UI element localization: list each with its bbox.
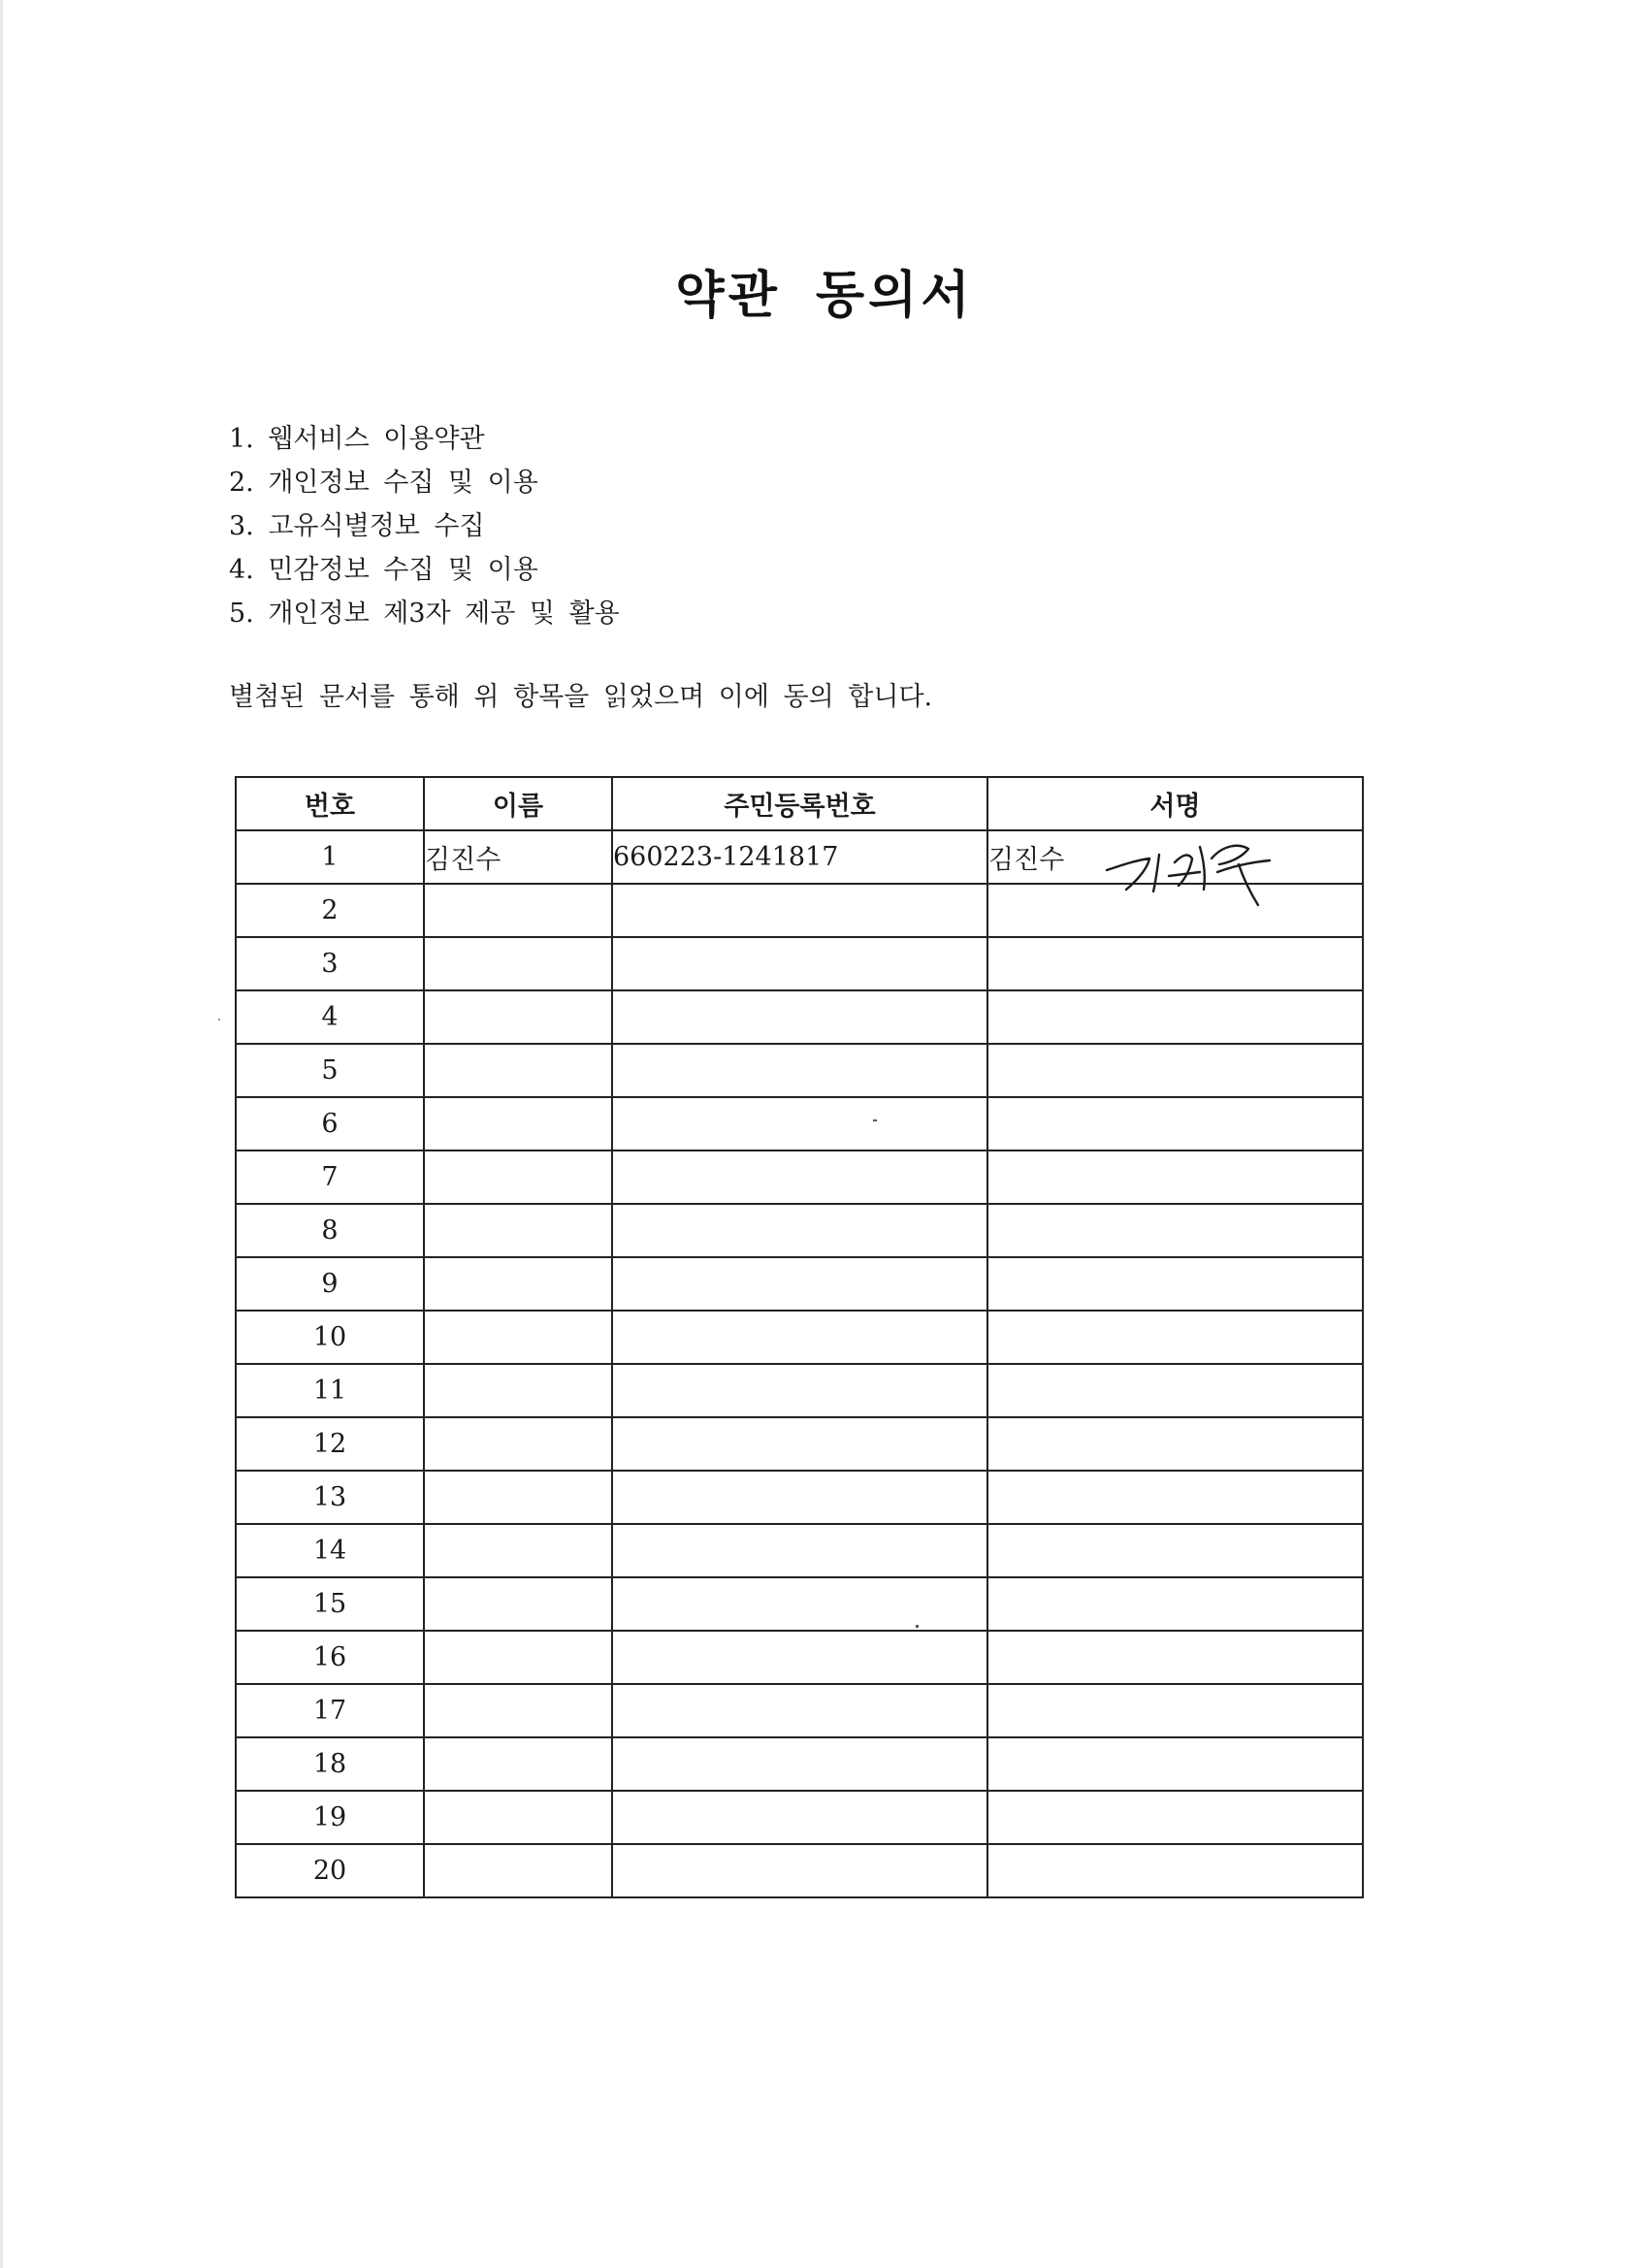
row-resident-id — [612, 1150, 987, 1204]
row-number: 17 — [236, 1684, 424, 1737]
row-resident-id — [612, 884, 987, 937]
consent-statement: 별첨된 문서를 통해 위 항목을 읽었으며 이에 동의 합니다. — [229, 682, 933, 712]
row-signature — [987, 1684, 1363, 1737]
row-number: 2 — [236, 884, 424, 937]
row-resident-id — [612, 1471, 987, 1524]
signers-table — [235, 776, 1364, 1898]
row-resident-id — [612, 1631, 987, 1684]
row-number: 12 — [236, 1417, 424, 1471]
signature-stroke — [1212, 846, 1248, 864]
table-row — [236, 1471, 1363, 1524]
scan-speck — [873, 1119, 877, 1121]
row-number: 20 — [236, 1844, 424, 1897]
row-signature — [987, 1524, 1363, 1577]
table-row — [236, 1204, 1363, 1257]
terms-item: 4. 민감정보 수집 및 이용 — [229, 555, 538, 585]
row-name — [424, 1364, 612, 1417]
row-number: 13 — [236, 1471, 424, 1524]
terms-item: 1. 웹서비스 이용약관 — [229, 424, 485, 454]
row-number: 4 — [236, 990, 424, 1044]
row-name — [424, 1097, 612, 1150]
row-signature — [987, 1257, 1363, 1311]
row-name: 김진수 — [424, 830, 612, 884]
row-number: 8 — [236, 1204, 424, 1257]
signature-stroke — [1169, 872, 1200, 876]
row-signature — [987, 1417, 1363, 1471]
row-resident-id — [612, 1204, 987, 1257]
table-body — [236, 830, 1363, 1897]
row-signature — [987, 1471, 1363, 1524]
row-resident-id — [612, 1524, 987, 1577]
signature-stroke — [1200, 847, 1205, 890]
signature-stroke — [1153, 855, 1159, 891]
row-number: 10 — [236, 1311, 424, 1364]
terms-list — [229, 417, 620, 635]
table-row — [236, 1097, 1363, 1150]
document-title: 약관 동의서 — [675, 267, 974, 325]
terms-item: 5. 개인정보 제3자 제공 및 활용 — [229, 599, 620, 629]
table-row — [236, 1364, 1363, 1417]
row-signature — [987, 1044, 1363, 1097]
table-row — [236, 1577, 1363, 1631]
table-row — [236, 1417, 1363, 1471]
scan-page-edge — [0, 0, 3, 2268]
row-number: 7 — [236, 1150, 424, 1204]
row-resident-id — [612, 937, 987, 990]
row-number: 15 — [236, 1577, 424, 1631]
row-signature — [987, 1737, 1363, 1791]
row-name — [424, 1257, 612, 1311]
row-name — [424, 1791, 612, 1844]
row-signature — [987, 1097, 1363, 1150]
signature-stroke — [1175, 856, 1192, 886]
table-row — [236, 937, 1363, 990]
table-row — [236, 1524, 1363, 1577]
scan-speck — [218, 1019, 220, 1021]
row-number: 6 — [236, 1097, 424, 1150]
header-name: 이름 — [424, 777, 612, 830]
row-resident-id — [612, 1364, 987, 1417]
row-number: 19 — [236, 1791, 424, 1844]
table-row — [236, 830, 1363, 884]
row-resident-id — [612, 1044, 987, 1097]
table-row — [236, 1150, 1363, 1204]
row-resident-id: 660223-1241817 — [612, 830, 987, 884]
row-name — [424, 1471, 612, 1524]
row-resident-id — [612, 1737, 987, 1791]
row-signature — [987, 830, 1363, 884]
row-number: 3 — [236, 937, 424, 990]
table-row — [236, 1844, 1363, 1897]
row-number: 14 — [236, 1524, 424, 1577]
row-signature — [987, 1150, 1363, 1204]
row-number: 1 — [236, 830, 424, 884]
table-row — [236, 990, 1363, 1044]
table-header-row — [236, 777, 1363, 830]
row-resident-id — [612, 1417, 987, 1471]
row-name — [424, 1737, 612, 1791]
row-resident-id — [612, 1684, 987, 1737]
row-resident-id — [612, 1311, 987, 1364]
row-number: 9 — [236, 1257, 424, 1311]
row-resident-id — [612, 990, 987, 1044]
table-row — [236, 1044, 1363, 1097]
row-resident-id — [612, 1577, 987, 1631]
row-resident-id — [612, 1844, 987, 1897]
row-signature — [987, 1311, 1363, 1364]
row-name — [424, 1044, 612, 1097]
row-name — [424, 1577, 612, 1631]
row-resident-id — [612, 1097, 987, 1150]
terms-item: 2. 개인정보 수집 및 이용 — [229, 468, 538, 498]
row-number: 5 — [236, 1044, 424, 1097]
signature-name: 김진수 — [988, 845, 1065, 875]
header-number: 번호 — [236, 777, 424, 830]
table-row — [236, 1311, 1363, 1364]
row-signature — [987, 1844, 1363, 1897]
table-row — [236, 1257, 1363, 1311]
row-name — [424, 1204, 612, 1257]
row-name — [424, 884, 612, 937]
row-signature — [987, 937, 1363, 990]
row-number: 16 — [236, 1631, 424, 1684]
header-signature: 서명 — [987, 777, 1363, 830]
row-name — [424, 1684, 612, 1737]
scan-speck — [916, 1625, 919, 1628]
row-signature — [987, 1577, 1363, 1631]
table-row — [236, 1631, 1363, 1684]
row-signature — [987, 1791, 1363, 1844]
handwritten-signature — [1103, 833, 1287, 909]
row-number: 11 — [236, 1364, 424, 1417]
row-name — [424, 1311, 612, 1364]
row-name — [424, 1631, 612, 1684]
table-row — [236, 1684, 1363, 1737]
row-signature — [987, 1204, 1363, 1257]
terms-item: 3. 고유식별정보 수집 — [229, 511, 485, 541]
row-resident-id — [612, 1791, 987, 1844]
row-signature — [987, 1364, 1363, 1417]
row-name — [424, 1844, 612, 1897]
row-signature — [987, 990, 1363, 1044]
row-number: 18 — [236, 1737, 424, 1791]
row-name — [424, 937, 612, 990]
table-row — [236, 1791, 1363, 1844]
row-name — [424, 1524, 612, 1577]
row-signature — [987, 1631, 1363, 1684]
table-row — [236, 1737, 1363, 1791]
signature-stroke — [1107, 859, 1149, 890]
row-name — [424, 1417, 612, 1471]
signature-stroke — [1239, 864, 1258, 905]
row-resident-id — [612, 1257, 987, 1311]
row-name — [424, 990, 612, 1044]
header-resident-id: 주민등록번호 — [612, 777, 987, 830]
row-name — [424, 1150, 612, 1204]
